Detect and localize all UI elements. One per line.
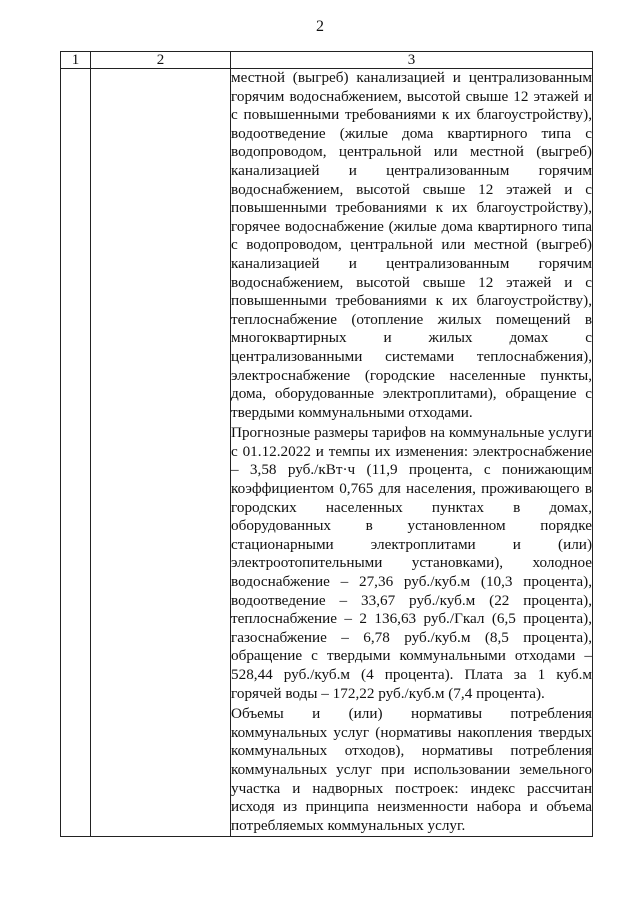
table-header-row bbox=[61, 52, 593, 69]
paragraph-tariffs: Прогнозные размеры тарифов на коммунальные услуги с 01.12.2022 и темпы их изменения: электроснабжение – 3,58 руб./кВт·ч (11,9 процента, с понижающим коэффициентом 0,765 для населения, проживающего в городских населенных пунктах в домах, оборудованных в установленном порядке стационарными электроплитами и (или) электроотопительными установками), холодное водоснабжение – 27,36 руб./куб.м (10,3 процента), водоотведение – 33,67 руб./куб.м (22 процента), теплоснабжение – 2 136,63 руб./Гкал (6,5 процента), газоснабжение – 6,78 руб./куб.м (8,5 процента), обращение с твердыми коммунальными отходами – 528,44 руб./куб.м (4 процента). Плата за 1 куб.м горячей воды – 172,22 руб./куб.м (7,4 процента). bbox=[231, 424, 592, 702]
column-3-cell bbox=[231, 69, 593, 837]
table-row bbox=[61, 69, 593, 837]
column-header-2: 2 bbox=[91, 52, 231, 69]
paragraph-consumption-norms: Объемы и (или) нормативы потребления коммунальных услуг (нормативы накопления твердых коммунальных отходов), нормативы потребления коммунальных услуг при использовании земельного участка и надворных построек: индекс рассчитан исходя из принципа неизменности набора и объема потребляемых коммунальных услуг. bbox=[231, 705, 592, 834]
column-header-3: 3 bbox=[231, 52, 593, 69]
document-table bbox=[60, 51, 593, 837]
paragraph-services-list: местной (выгреб) канализацией и централизованным горячим водоснабжением, высотой свыше 12 этажей и с повышенными требованиями к их благоустройству), водоотведение (жилые дома квартирного типа с водопроводом, центральной или местной (выгреб) канализацией и централизованным горячим водоснабжением, высотой свыше 12 этажей и с повышенными требованиями к их благоустройству), горячее водоснабжение (жилые дома квартирного типа с водопроводом, центральной или местной (выгреб) канализацией и централизованным горячим водоснабжением, высотой свыше 12 этажей и с повышенными требованиями к их благоустройству), теплоснабжение (отопление жилых помещений в многоквартирных и жилых домах с централизованными системами теплоснабжения), электроснабжение (городские населенные пункты, дома, оборудованные электроплитами), обращение с твердыми коммунальными отходами. bbox=[231, 69, 592, 421]
column-1-cell bbox=[61, 69, 91, 837]
page-number: 2 bbox=[316, 18, 324, 35]
column-header-1: 1 bbox=[61, 52, 91, 69]
column-2-cell bbox=[91, 69, 231, 837]
